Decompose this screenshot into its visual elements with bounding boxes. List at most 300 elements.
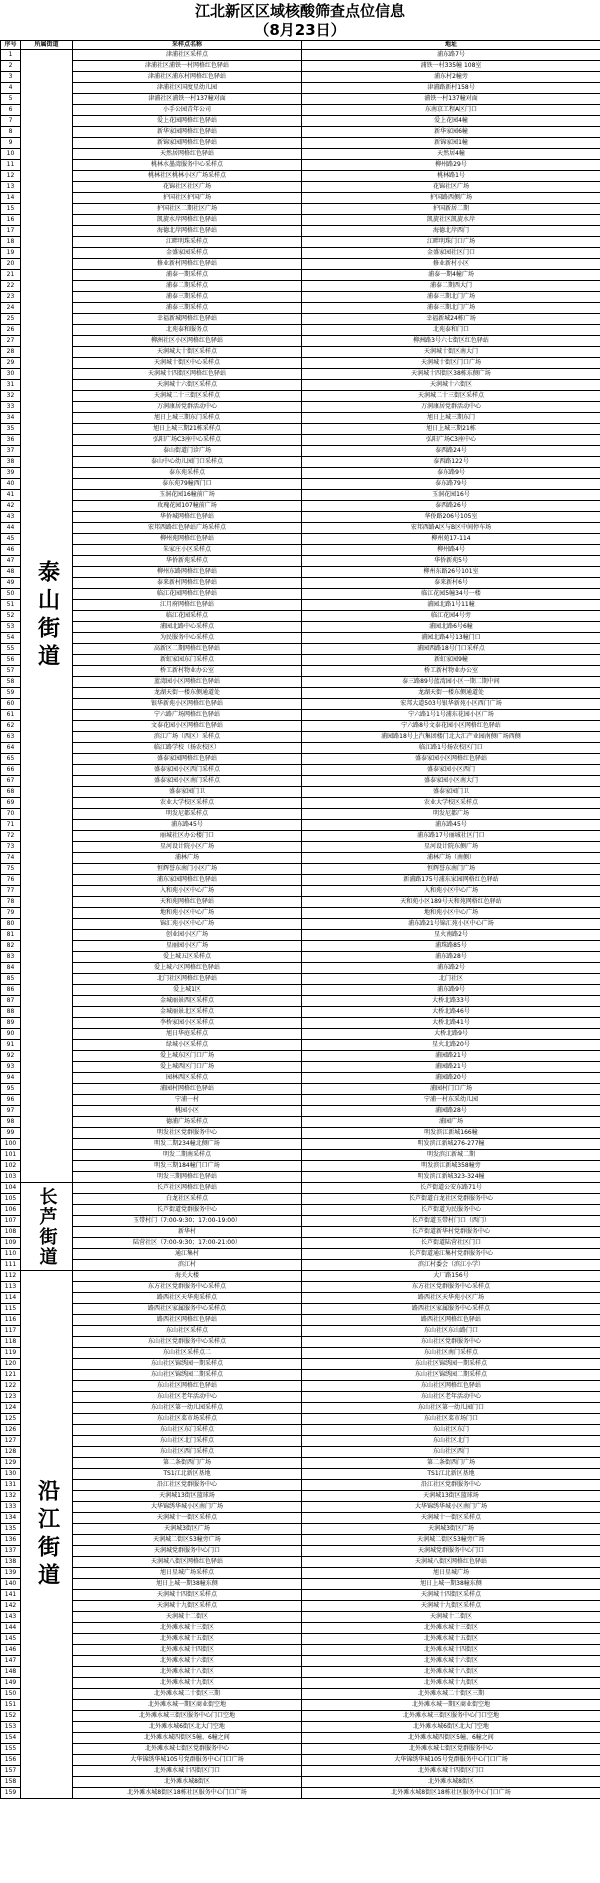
site-name: 北苑泰和服务点	[73, 325, 302, 336]
site-name: 爱上城六区网格红色驿站	[73, 963, 302, 974]
site-address: 东山社区锦绣园二期采样点	[302, 1370, 600, 1381]
table-row	[1, 886, 600, 897]
row-number: 27	[1, 336, 21, 347]
table-row	[1, 897, 600, 908]
site-name: 天润城党群服务中心门口	[73, 1546, 302, 1557]
table-row	[1, 171, 600, 182]
site-address: 大华锦绣华城小区南门广场	[302, 1502, 600, 1513]
table-row	[1, 1326, 600, 1337]
site-name: 北外滩水城四街区5幢、6幢之间	[73, 1733, 302, 1744]
site-address: 大桥北路33号	[302, 996, 600, 1007]
site-address: 第二条街西门广场	[302, 1458, 600, 1469]
site-address: 浦东路9号	[302, 985, 600, 996]
table-row	[1, 1634, 600, 1645]
site-name: 北外滩水城十三街区	[73, 1623, 302, 1634]
table-row	[1, 1700, 600, 1711]
site-name: 金城丽景西区采样点	[73, 996, 302, 1007]
table-row	[1, 1403, 600, 1414]
site-name: 玫瑰花园107幢前广场	[73, 501, 302, 512]
site-address: 浦园路18号上汽集团楼门北大汇产业园南侧广场西侧	[302, 732, 600, 743]
table-row	[1, 1051, 600, 1062]
row-number: 87	[1, 996, 21, 1007]
site-name: 泰东苑79幢西门口	[73, 479, 302, 490]
row-number: 66	[1, 765, 21, 776]
table-row	[1, 116, 600, 127]
site-address: 恒辉誉东南门广场	[302, 864, 600, 875]
site-address: 大华锦绣华城105号党群服务中心门口广场	[302, 1755, 600, 1766]
site-name: 爱上花园网格红色驿站	[73, 116, 302, 127]
table-row	[1, 1447, 600, 1458]
site-address: 北外滩水城七街区党群服务中心	[302, 1744, 600, 1755]
table-row	[1, 1425, 600, 1436]
site-name: 爱上城东区门口广场	[73, 1051, 302, 1062]
site-address: 龙湖天街一楼东侧通道处	[302, 688, 600, 699]
table-row	[1, 1788, 600, 1799]
site-name: 银华新苑小区网格红色驿站	[73, 699, 302, 710]
row-number: 134	[1, 1513, 21, 1524]
row-number: 85	[1, 974, 21, 985]
table-row	[1, 1502, 600, 1513]
street-name-cell: 泰山街道	[21, 50, 73, 1183]
site-address: 盛泰家园小区南大门	[302, 776, 600, 787]
row-number: 120	[1, 1359, 21, 1370]
site-address: 金盛家园社区门口	[302, 248, 600, 259]
row-number: 38	[1, 457, 21, 468]
site-address: 幸福新城24栋广场	[302, 314, 600, 325]
row-number: 12	[1, 171, 21, 182]
row-number: 69	[1, 798, 21, 809]
site-name: 北外滩水城十六街区	[73, 1656, 302, 1667]
site-name: 绿城小区采样点	[73, 1040, 302, 1051]
site-name: 泰山街道门诊广场	[73, 446, 302, 457]
table-row	[1, 1282, 600, 1293]
site-address: 浦林广场（南侧）	[302, 853, 600, 864]
row-number: 13	[1, 182, 21, 193]
table-row	[1, 1656, 600, 1667]
site-address: 北外滩水城十四街区	[302, 1645, 600, 1656]
table-row	[1, 1304, 600, 1315]
table-row	[1, 149, 600, 160]
row-number: 6	[1, 105, 21, 116]
site-name: 农业大学校区采样点	[73, 798, 302, 809]
site-name: 天然居网格红色驿站	[73, 149, 302, 160]
table-row	[1, 325, 600, 336]
site-address: 天润城党群服务中心门口	[302, 1546, 600, 1557]
site-address: 宏邦大道503号银华新苑小区西门广场	[302, 699, 600, 710]
table-row	[1, 754, 600, 765]
site-name: 旭日上城三期21栋采样点	[73, 424, 302, 435]
table-row	[1, 72, 600, 83]
table-row	[1, 1623, 600, 1634]
site-address: 路西社区网格红色驿站	[302, 1315, 600, 1326]
street-name-cell: 沿江街道	[21, 1271, 73, 1799]
row-number: 157	[1, 1766, 21, 1777]
site-name: 大华锦绣华城小区南门广场	[73, 1502, 302, 1513]
table-row	[1, 391, 600, 402]
row-number: 124	[1, 1403, 21, 1414]
site-address: 北外滩水城十四街区门口	[302, 1766, 600, 1777]
table-row	[1, 765, 600, 776]
row-number: 156	[1, 1755, 21, 1766]
table-row	[1, 413, 600, 424]
site-address: 天润城十一街区采样点	[302, 1513, 600, 1524]
row-number: 54	[1, 633, 21, 644]
site-name: 北外滩水城8街区	[73, 1777, 302, 1788]
site-address: 临江花园5幢34号一楼	[302, 589, 600, 600]
table-row	[1, 1084, 600, 1095]
row-number: 139	[1, 1568, 21, 1579]
site-address: 北苑泰和门口	[302, 325, 600, 336]
site-name: 旭日华庭采样点	[73, 1029, 302, 1040]
table-row	[1, 380, 600, 391]
row-number: 140	[1, 1579, 21, 1590]
row-number: 97	[1, 1106, 21, 1117]
site-address: 长芦街道白龙社区党群服务中心	[302, 1194, 600, 1205]
site-name: 星河设计院小区广场	[73, 842, 302, 853]
row-number: 55	[1, 644, 21, 655]
table-row	[1, 1535, 600, 1546]
table-row	[1, 1370, 600, 1381]
row-number: 137	[1, 1546, 21, 1557]
row-number: 50	[1, 589, 21, 600]
row-number: 64	[1, 743, 21, 754]
row-number: 40	[1, 479, 21, 490]
table-row	[1, 622, 600, 633]
header-street: 所属街道	[21, 41, 73, 50]
row-number: 18	[1, 237, 21, 248]
site-address: 浦园北路6号6幢	[302, 622, 600, 633]
site-address: 北外滩水城四街区5幢、6幢之间	[302, 1733, 600, 1744]
row-number: 74	[1, 853, 21, 864]
site-address: 沿江社区党群服务中心	[302, 1480, 600, 1491]
site-address: 浦东路45号	[302, 820, 600, 831]
row-number: 89	[1, 1018, 21, 1029]
site-name: 北外滩水城6街区北大门空地	[73, 1722, 302, 1733]
table-row	[1, 1205, 600, 1216]
row-number: 43	[1, 512, 21, 523]
table-row	[1, 1348, 600, 1359]
row-number: 107	[1, 1216, 21, 1227]
table-row	[1, 336, 600, 347]
table-row	[1, 94, 600, 105]
site-name: 朱家庄小区采样点	[73, 545, 302, 556]
site-name: 北外滩水城七街区党群服务中心	[73, 1744, 302, 1755]
site-name: 高新区二期网格红色驿站	[73, 644, 302, 655]
site-name: 北外滩水城十五街区	[73, 1634, 302, 1645]
site-name: 万润康居党群活动中心	[73, 402, 302, 413]
row-number: 61	[1, 710, 21, 721]
row-number: 83	[1, 952, 21, 963]
site-name: 北外滩水城十八街区	[73, 1667, 302, 1678]
site-name: 华侨新苑采样点	[73, 556, 302, 567]
row-number: 144	[1, 1623, 21, 1634]
row-number: 79	[1, 908, 21, 919]
site-name: 凯旋水岸网格红色驿站	[73, 215, 302, 226]
table-row	[1, 270, 600, 281]
table-row	[1, 1645, 600, 1656]
table-row	[1, 1183, 600, 1194]
table-row	[1, 1667, 600, 1678]
site-name: 丽城社区办公楼门口	[73, 831, 302, 842]
table-row	[1, 1172, 600, 1183]
site-name: 柳洲社区小区网格红色驿站	[73, 336, 302, 347]
site-name: 创业园小区广场	[73, 930, 302, 941]
site-name: 海德北岸网格红色驿站	[73, 226, 302, 237]
site-address: 浦园路21号	[302, 1062, 600, 1073]
row-number: 100	[1, 1139, 21, 1150]
site-address: 东山社区西门	[302, 1447, 600, 1458]
header-address: 地址	[302, 41, 600, 50]
row-number: 154	[1, 1733, 21, 1744]
table-row	[1, 1128, 600, 1139]
site-address: 天润城十四街区采样点	[302, 1590, 600, 1601]
table-row	[1, 655, 600, 666]
site-address: 凯旋社区凯旋水岸	[302, 215, 600, 226]
site-name: 玉洞花园16幢前广场	[73, 490, 302, 501]
row-number: 60	[1, 699, 21, 710]
table-row	[1, 688, 600, 699]
table-row	[1, 589, 600, 600]
row-number: 119	[1, 1348, 21, 1359]
site-name: 星丽园小区广场	[73, 941, 302, 952]
row-number: 112	[1, 1271, 21, 1282]
site-name: 临江路学校（扬农校区）	[73, 743, 302, 754]
table-row	[1, 402, 600, 413]
site-address: 入和苑小区中心广场	[302, 886, 600, 897]
row-number: 145	[1, 1634, 21, 1645]
site-address: 长芦街道玉带村门口（西门）	[302, 1216, 600, 1227]
row-number: 135	[1, 1524, 21, 1535]
table-row	[1, 523, 600, 534]
row-number: 80	[1, 919, 21, 930]
row-number: 132	[1, 1491, 21, 1502]
table-row	[1, 512, 600, 523]
row-number: 95	[1, 1084, 21, 1095]
table-row	[1, 853, 600, 864]
table-row	[1, 1458, 600, 1469]
site-name: 新虹家园东门采样点	[73, 655, 302, 666]
site-name: 宁六路广场网格红色驿站	[73, 710, 302, 721]
table-row	[1, 501, 600, 512]
site-name: 花锦社区社区广场	[73, 182, 302, 193]
row-number: 78	[1, 897, 21, 908]
site-address: 宁浦一村东采幼儿园	[302, 1095, 600, 1106]
site-address: 大桥北路9号	[302, 1029, 600, 1040]
row-number: 25	[1, 314, 21, 325]
site-name: 天润城13街区篮球场	[73, 1491, 302, 1502]
site-address: 泰三路89号蓝湾园小区一期二期中间	[302, 677, 600, 688]
site-name: 浦园北路中心采样点	[73, 622, 302, 633]
site-name: 北外滩水城二十街区三期	[73, 1689, 302, 1700]
row-number: 143	[1, 1612, 21, 1623]
table-row	[1, 160, 600, 171]
table-row	[1, 1062, 600, 1073]
site-name: 明发尼都采样点	[73, 809, 302, 820]
site-address: 天润城二街区53幢旁广场	[302, 1535, 600, 1546]
table-row	[1, 1491, 600, 1502]
table-row	[1, 1414, 600, 1425]
site-name: 东方社区党群服务中心采样点	[73, 1282, 302, 1293]
site-name: 沿江社区党群服务中心	[73, 1480, 302, 1491]
site-address: TS1江北新区基地	[302, 1469, 600, 1480]
table-row	[1, 248, 600, 259]
row-number: 71	[1, 820, 21, 831]
row-number: 3	[1, 72, 21, 83]
table-row	[1, 1095, 600, 1106]
row-number: 56	[1, 655, 21, 666]
row-number: 70	[1, 809, 21, 820]
site-address: 地和苑小区中心广场	[302, 908, 600, 919]
table-row	[1, 314, 600, 325]
table-row	[1, 435, 600, 446]
table-row	[1, 1678, 600, 1689]
row-number: 116	[1, 1315, 21, 1326]
table-row	[1, 1194, 600, 1205]
row-number: 65	[1, 754, 21, 765]
site-address: 浦园广场	[302, 1117, 600, 1128]
table-row	[1, 1359, 600, 1370]
row-number: 77	[1, 886, 21, 897]
row-number: 105	[1, 1194, 21, 1205]
site-address: 长芦街道公安东路71号	[302, 1183, 600, 1194]
site-name: 北外滩水城十九街区	[73, 1678, 302, 1689]
site-name: 浦东家园网格红色驿站	[73, 875, 302, 886]
table-row	[1, 1315, 600, 1326]
table-row	[1, 1227, 600, 1238]
row-number: 35	[1, 424, 21, 435]
site-address: 路西社区家属服务中心采样点	[302, 1304, 600, 1315]
street-name-cell: 长芦街道	[21, 1183, 73, 1271]
site-name: 李桥家园小区采样点	[73, 1018, 302, 1029]
site-address: 天和苑小区189号天和苑网格红色驿站	[302, 897, 600, 908]
table-row	[1, 1337, 600, 1348]
row-number: 109	[1, 1238, 21, 1249]
site-address: 泰东路9号	[302, 468, 600, 479]
site-address: 天润城13街区篮球场	[302, 1491, 600, 1502]
site-name: 浦泰一期采样点	[73, 270, 302, 281]
site-address: 新锦家园1幢	[302, 138, 600, 149]
site-address: 长芦街道为民服务中心	[302, 1205, 600, 1216]
site-address: 浦东路2号	[302, 963, 600, 974]
table-row	[1, 611, 600, 622]
row-number: 149	[1, 1678, 21, 1689]
site-name: 天润城十街区中心采样点	[73, 358, 302, 369]
site-address: 浦东路17号丽城社区门口	[302, 831, 600, 842]
row-number: 16	[1, 215, 21, 226]
site-address: 星火北路20号	[302, 1040, 600, 1051]
row-number: 148	[1, 1667, 21, 1678]
site-name: 第二条街西门广场	[73, 1458, 302, 1469]
site-address: 星火南路2号	[302, 930, 600, 941]
site-name: 德浦广场采样点	[73, 1117, 302, 1128]
table-row	[1, 985, 600, 996]
site-name: 长芦街道党群服务中心	[73, 1205, 302, 1216]
table-row	[1, 182, 600, 193]
site-name: 津浦社区采样点	[73, 50, 302, 61]
row-number: 15	[1, 204, 21, 215]
row-number: 32	[1, 391, 21, 402]
title-line-2: （8月23日）	[254, 21, 346, 39]
table-row	[1, 127, 600, 138]
header-site-name: 采样点名称	[73, 41, 302, 50]
row-number: 10	[1, 149, 21, 160]
site-name: 柳州苑网格红色驿站	[73, 534, 302, 545]
row-number: 125	[1, 1414, 21, 1425]
table-row	[1, 446, 600, 457]
table-row	[1, 424, 600, 435]
site-name: 江畔明珠采样点	[73, 237, 302, 248]
row-number: 151	[1, 1700, 21, 1711]
site-address: 星河设计院东侧广场	[302, 842, 600, 853]
site-address: 旭日上城一期38幢东侧	[302, 1579, 600, 1590]
site-name: TS1江北新区基地	[73, 1469, 302, 1480]
row-number: 103	[1, 1172, 21, 1183]
site-name: 爱上城西区门口广场	[73, 1062, 302, 1073]
row-number: 9	[1, 138, 21, 149]
row-number: 53	[1, 622, 21, 633]
site-name: 园林西区采样点	[73, 1073, 302, 1084]
site-name: 江月府网格红色驿站	[73, 600, 302, 611]
row-number: 104	[1, 1183, 21, 1194]
site-name: 宏邦西路红色驿站广场采样点	[73, 523, 302, 534]
site-name: 入和苑小区中心广场	[73, 886, 302, 897]
site-address: 明发尼都广场	[302, 809, 600, 820]
table-row	[1, 1073, 600, 1084]
row-number: 68	[1, 787, 21, 798]
site-name: 天润城十四街区网格红色驿站	[73, 369, 302, 380]
site-name: 明发三期网格红色驿站	[73, 1172, 302, 1183]
site-name: 天润城十二街区	[73, 1612, 302, 1623]
site-address: 浦东路28号	[302, 952, 600, 963]
row-number: 127	[1, 1436, 21, 1447]
site-name: 北外滩水城8街区18栋社区服务中心门口广场	[73, 1788, 302, 1799]
table-row	[1, 1590, 600, 1601]
row-number: 20	[1, 259, 21, 270]
row-number: 29	[1, 358, 21, 369]
table-row	[1, 699, 600, 710]
site-address: 柳州路29号	[302, 160, 600, 171]
site-name: 旭日星城广场采样点	[73, 1568, 302, 1579]
site-address: 东山社区东门	[302, 1425, 600, 1436]
site-address: 长芦街道陆营社区门口	[302, 1238, 600, 1249]
row-number: 58	[1, 677, 21, 688]
row-number: 17	[1, 226, 21, 237]
site-name: 天润城二十三街区采样点	[73, 391, 302, 402]
table-row	[1, 721, 600, 732]
row-number: 26	[1, 325, 21, 336]
site-address: 浦泰一期4幢广场	[302, 270, 600, 281]
site-name: 玉带村门（7:00-9:30；17:00-19:00）	[73, 1216, 302, 1227]
table-row	[1, 952, 600, 963]
site-address: 浦园路21号	[302, 1051, 600, 1062]
site-address: 东山社区第一幼儿园门口	[302, 1403, 600, 1414]
site-address: 泰西路26号	[302, 501, 600, 512]
table-row	[1, 1007, 600, 1018]
table-row	[1, 1546, 600, 1557]
row-number: 136	[1, 1535, 21, 1546]
row-number: 48	[1, 567, 21, 578]
site-address: 浦园北路1号11幢	[302, 600, 600, 611]
table-row	[1, 776, 600, 787]
site-address: 爱上花园4幢	[302, 116, 600, 127]
site-name: 旭日上城三期东门采样点	[73, 413, 302, 424]
site-address: 泰西路122号	[302, 457, 600, 468]
site-name: 天润城十九街区采样点	[73, 1601, 302, 1612]
site-address: 长芦街道新华村党群服务中心	[302, 1227, 600, 1238]
site-address: 大桥北路41号	[302, 1018, 600, 1029]
table-row	[1, 1557, 600, 1568]
site-address: 宏邦西路A区与B区中间停车场	[302, 523, 600, 534]
